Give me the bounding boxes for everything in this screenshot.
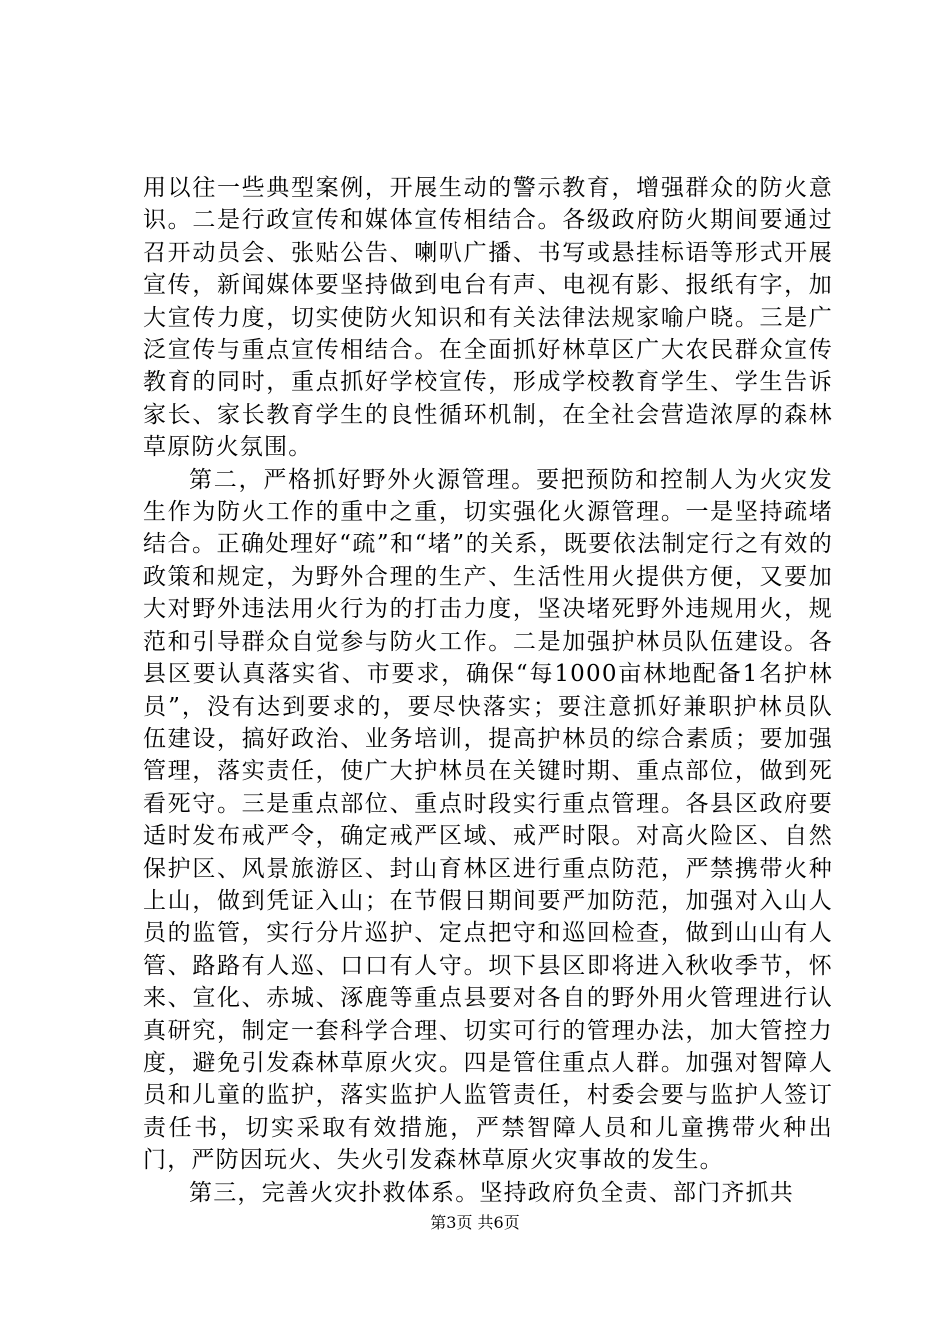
body-text xyxy=(143,172,833,1209)
paragraph-2: 第二，严格抓好野外火源管理。要把预防和控制人为火灾发生作为防火工作的重中之重，切实强化火源管理。一是坚持疏堵结合。正确处理好“疏”和“堵”的关系，既要依法制定行之有效的政策和规定，为野外合理的生产、生活性用火提供方便，又要加大对野外违法用火行为的打击力度，坚决堵死野外违规用火，规范和引导群众自觉参与防火工作。二是加强护林员队伍建设。各县区要认真落实省、市要求，确保“每1000亩林地配备1名护林员”，没有达到要求的，要尽快落实；要注意抓好兼职护林员队伍建设，搞好政治、业务培训，提高护林员的综合素质；要加强管理，落实责任，使广大护林员在关键时期、重点部位，做到死看死守。三是重点部位、重点时段实行重点管理。各县区政府要适时发布戒严令，确定戒严区域、戒严时限。对高火险区、自然保护区、风景旅游区、封山育林区进行重点防范，严禁携带火种上山，做到凭证入山；在节假日期间要严加防范，加强对入山人员的监管，实行分片巡护、定点把守和巡回检查，做到山山有人管、路路有人巡、口口有人守。坝下县区即将进入秋收季节，怀来、宣化、赤城、涿鹿等重点县要对各自的野外用火管理进行认真研究，制定一套科学合理、切实可行的管理办法，加大管控力度，避免引发森林草原火灾。四是管住重点人群。加强对智障人员和儿童的监护，落实监护人监管责任，村委会要与监护人签订责任书，切实采取有效措施，严禁智障人员和儿童携带火种出门，严防因玩火、失火引发森林草原火灾事故的发生。 xyxy=(143,466,833,1174)
paragraph-1: 用以往一些典型案例，开展生动的警示教育，增强群众的防火意识。二是行政宣传和媒体宣传相结合。各级政府防火期间要通过召开动员会、张贴公告、喇叭广播、书写或悬挂标语等形式开展宣传，新闻媒体要坚持做到电台有声、电视有影、报纸有字，加大宣传力度，切实使防火知识和有关法律法规家喻户晓。三是广泛宣传与重点宣传相结合。在全面抓好林草区广大农民群众宣传教育的同时，重点抓好学校宣传，形成学校教育学生、学生告诉家长、家长教育学生的良性循环机制，在全社会营造浓厚的森林草原防火氛围。 xyxy=(143,175,833,461)
page-footer: 第3页 共6页 xyxy=(430,1213,520,1232)
paragraph-3: 第三，完善火灾扑救体系。坚持政府负全责、部门齐抓共 xyxy=(189,1179,794,1206)
